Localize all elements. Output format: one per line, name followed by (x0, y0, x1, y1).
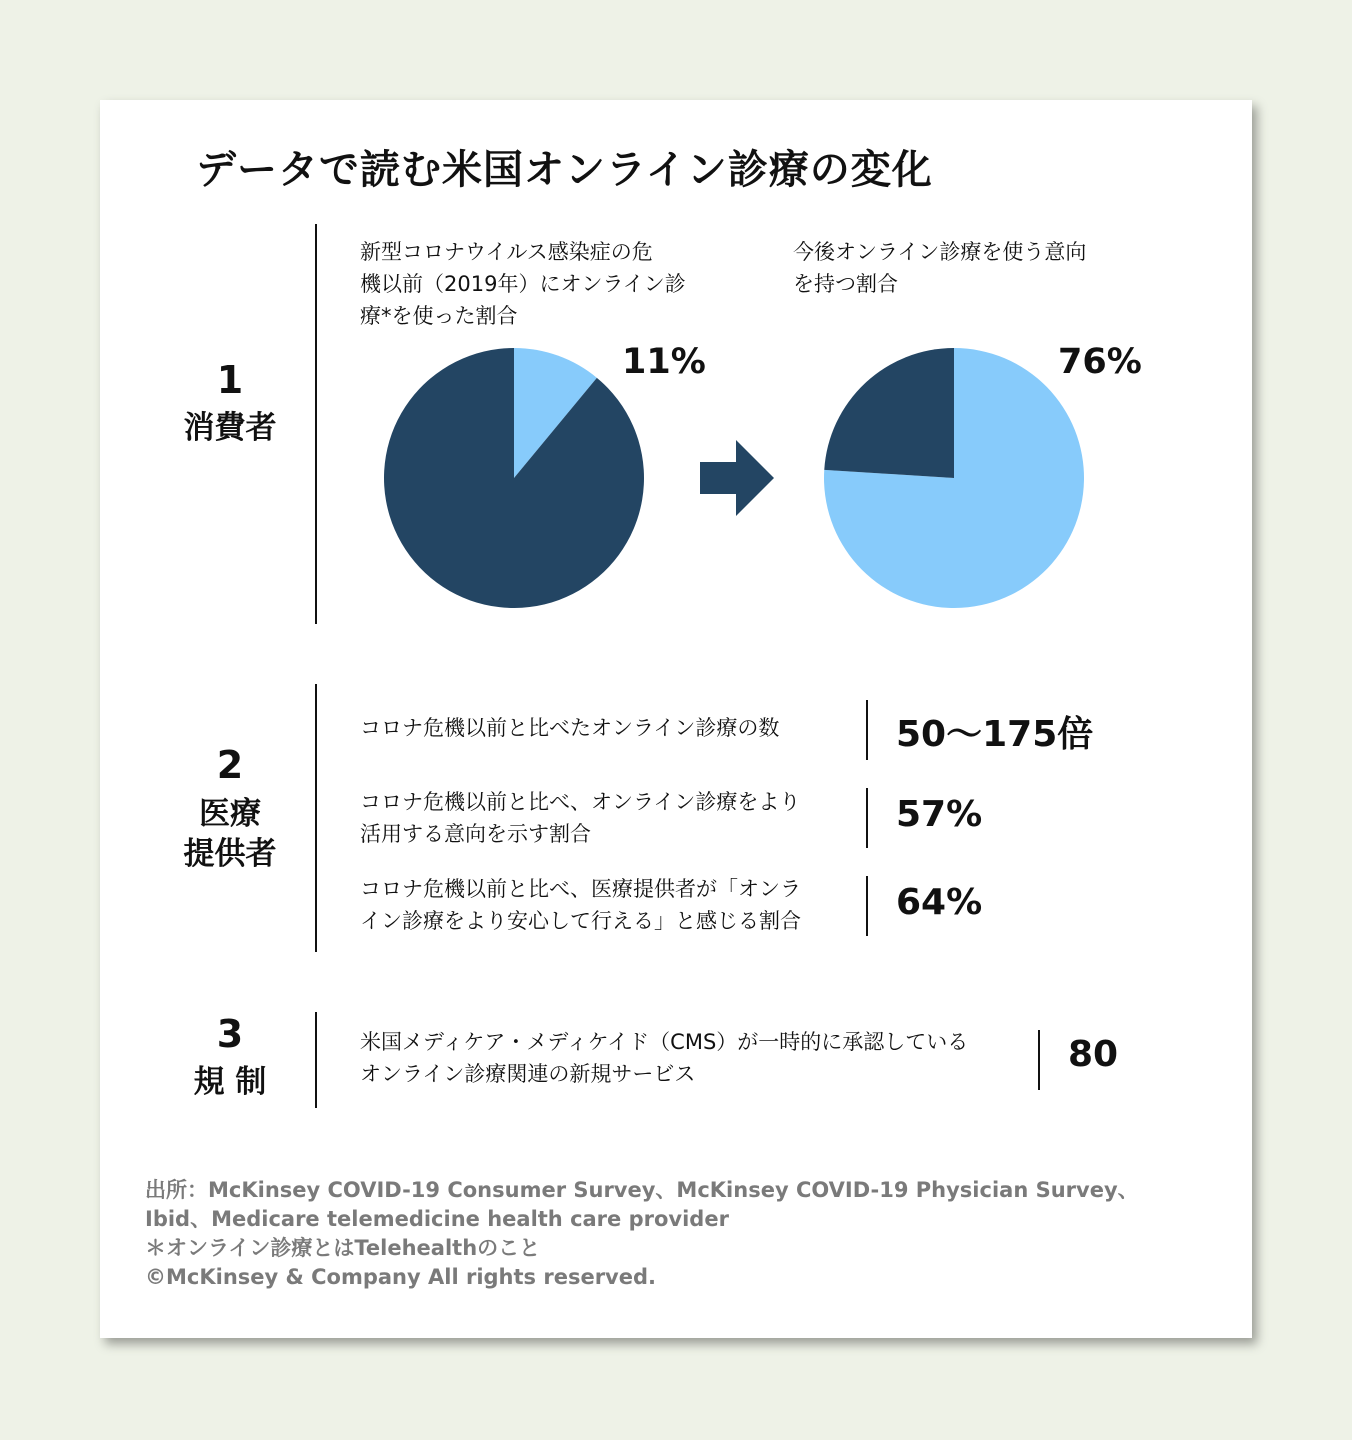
pie-2-label: 76% (1058, 342, 1142, 382)
section-3-divider (315, 1012, 317, 1108)
section-3-number: 3 (216, 1012, 244, 1056)
provider-row-3-value: 64% (896, 882, 983, 923)
section-1-number: 1 (216, 358, 244, 402)
pie-chart-future (823, 347, 1085, 609)
source-note: 出所：McKinsey COVID-19 Consumer Survey、McKinsey COVID-19 Physician Survey、 Ibid、Medicare telemedicine health care provider ＊オンライン診療とはTelehealthのこと ©McKinsey & Company All rights reserved. (145, 1178, 1139, 1289)
provider-row-1-divider (866, 700, 868, 760)
page-title: データで読む米国オンライン診療の変化 (196, 147, 933, 193)
provider-row-3-text: コロナ危機以前と比べ、医療提供者が「オンラ イン診療をより安心して行える」と感じる割合 (360, 877, 801, 933)
provider-row-2-text: コロナ危機以前と比べ、オンライン診療をより 活用する意向を示す割合 (360, 790, 801, 846)
section-1-label: 消費者 (183, 410, 277, 446)
provider-row-2-value: 57% (896, 794, 983, 835)
regulation-row-value: 80 (1068, 1034, 1119, 1075)
infographic-card (100, 100, 1252, 1338)
provider-row-1-text: コロナ危機以前と比べたオンライン診療の数 (360, 716, 780, 740)
section-2-number: 2 (216, 743, 244, 787)
section-2-divider (315, 684, 317, 952)
provider-row-3-divider (866, 876, 868, 936)
regulation-row-divider (1038, 1030, 1040, 1090)
right-arrow-icon (698, 440, 776, 516)
pie-chart-2019 (383, 347, 645, 609)
provider-row-1-value: 50〜175倍 (896, 714, 1094, 755)
regulation-row-text: 米国メディケア・メディケイド（CMS）が一時的に承認している オンライン診療関連の新規サービス (360, 1030, 969, 1086)
chart-1-caption: 新型コロナウイルス感染症の危 機以前（2019年）にオンライン診 療*を使った割合 (360, 240, 686, 328)
pie-1-label: 11% (622, 342, 706, 382)
pie-1-slice-rest (384, 348, 644, 608)
pie-2-slice-rest (824, 348, 954, 478)
section-2-label: 医療 提供者 (183, 796, 277, 872)
chart-2-caption: 今後オンライン診療を使う意向 を持つ割合 (793, 240, 1087, 296)
section-1-divider (315, 224, 317, 624)
provider-row-2-divider (866, 788, 868, 848)
section-3-label: 規 制 (193, 1064, 267, 1100)
